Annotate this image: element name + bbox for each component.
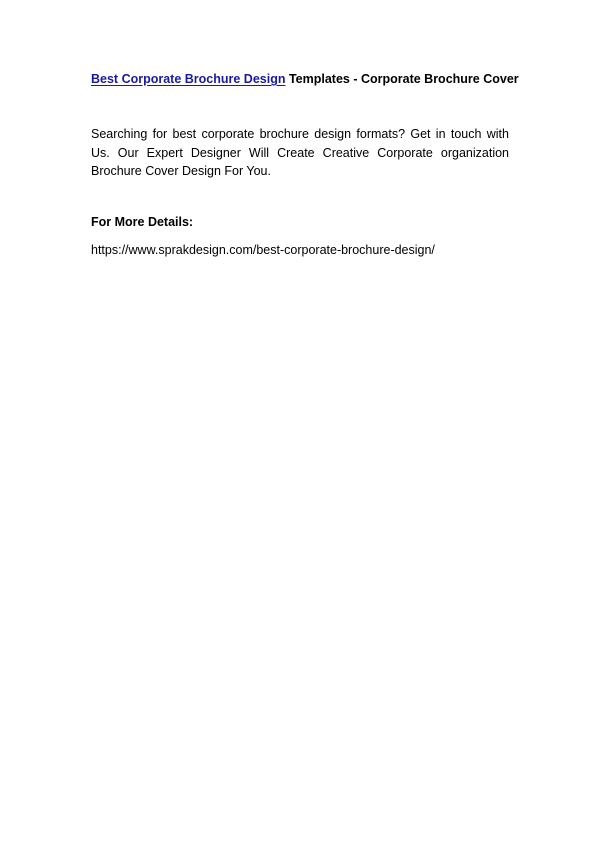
- title-rest-text: Templates - Corporate Brochure Cover: [285, 72, 519, 86]
- document-title: [91, 70, 531, 88]
- details-heading: For More Details:: [91, 215, 194, 229]
- body-paragraph: Searching for best corporate brochure design formats? Get in touch with Us. Our Expert Designer Will Create Creative Corporate organization Brochure Cover Design For You.: [91, 127, 509, 178]
- details-url-link[interactable]: https://www.sprakdesign.com/best-corporate-brochure-design/: [91, 243, 435, 257]
- title-link[interactable]: Best Corporate Brochure Design: [91, 72, 286, 86]
